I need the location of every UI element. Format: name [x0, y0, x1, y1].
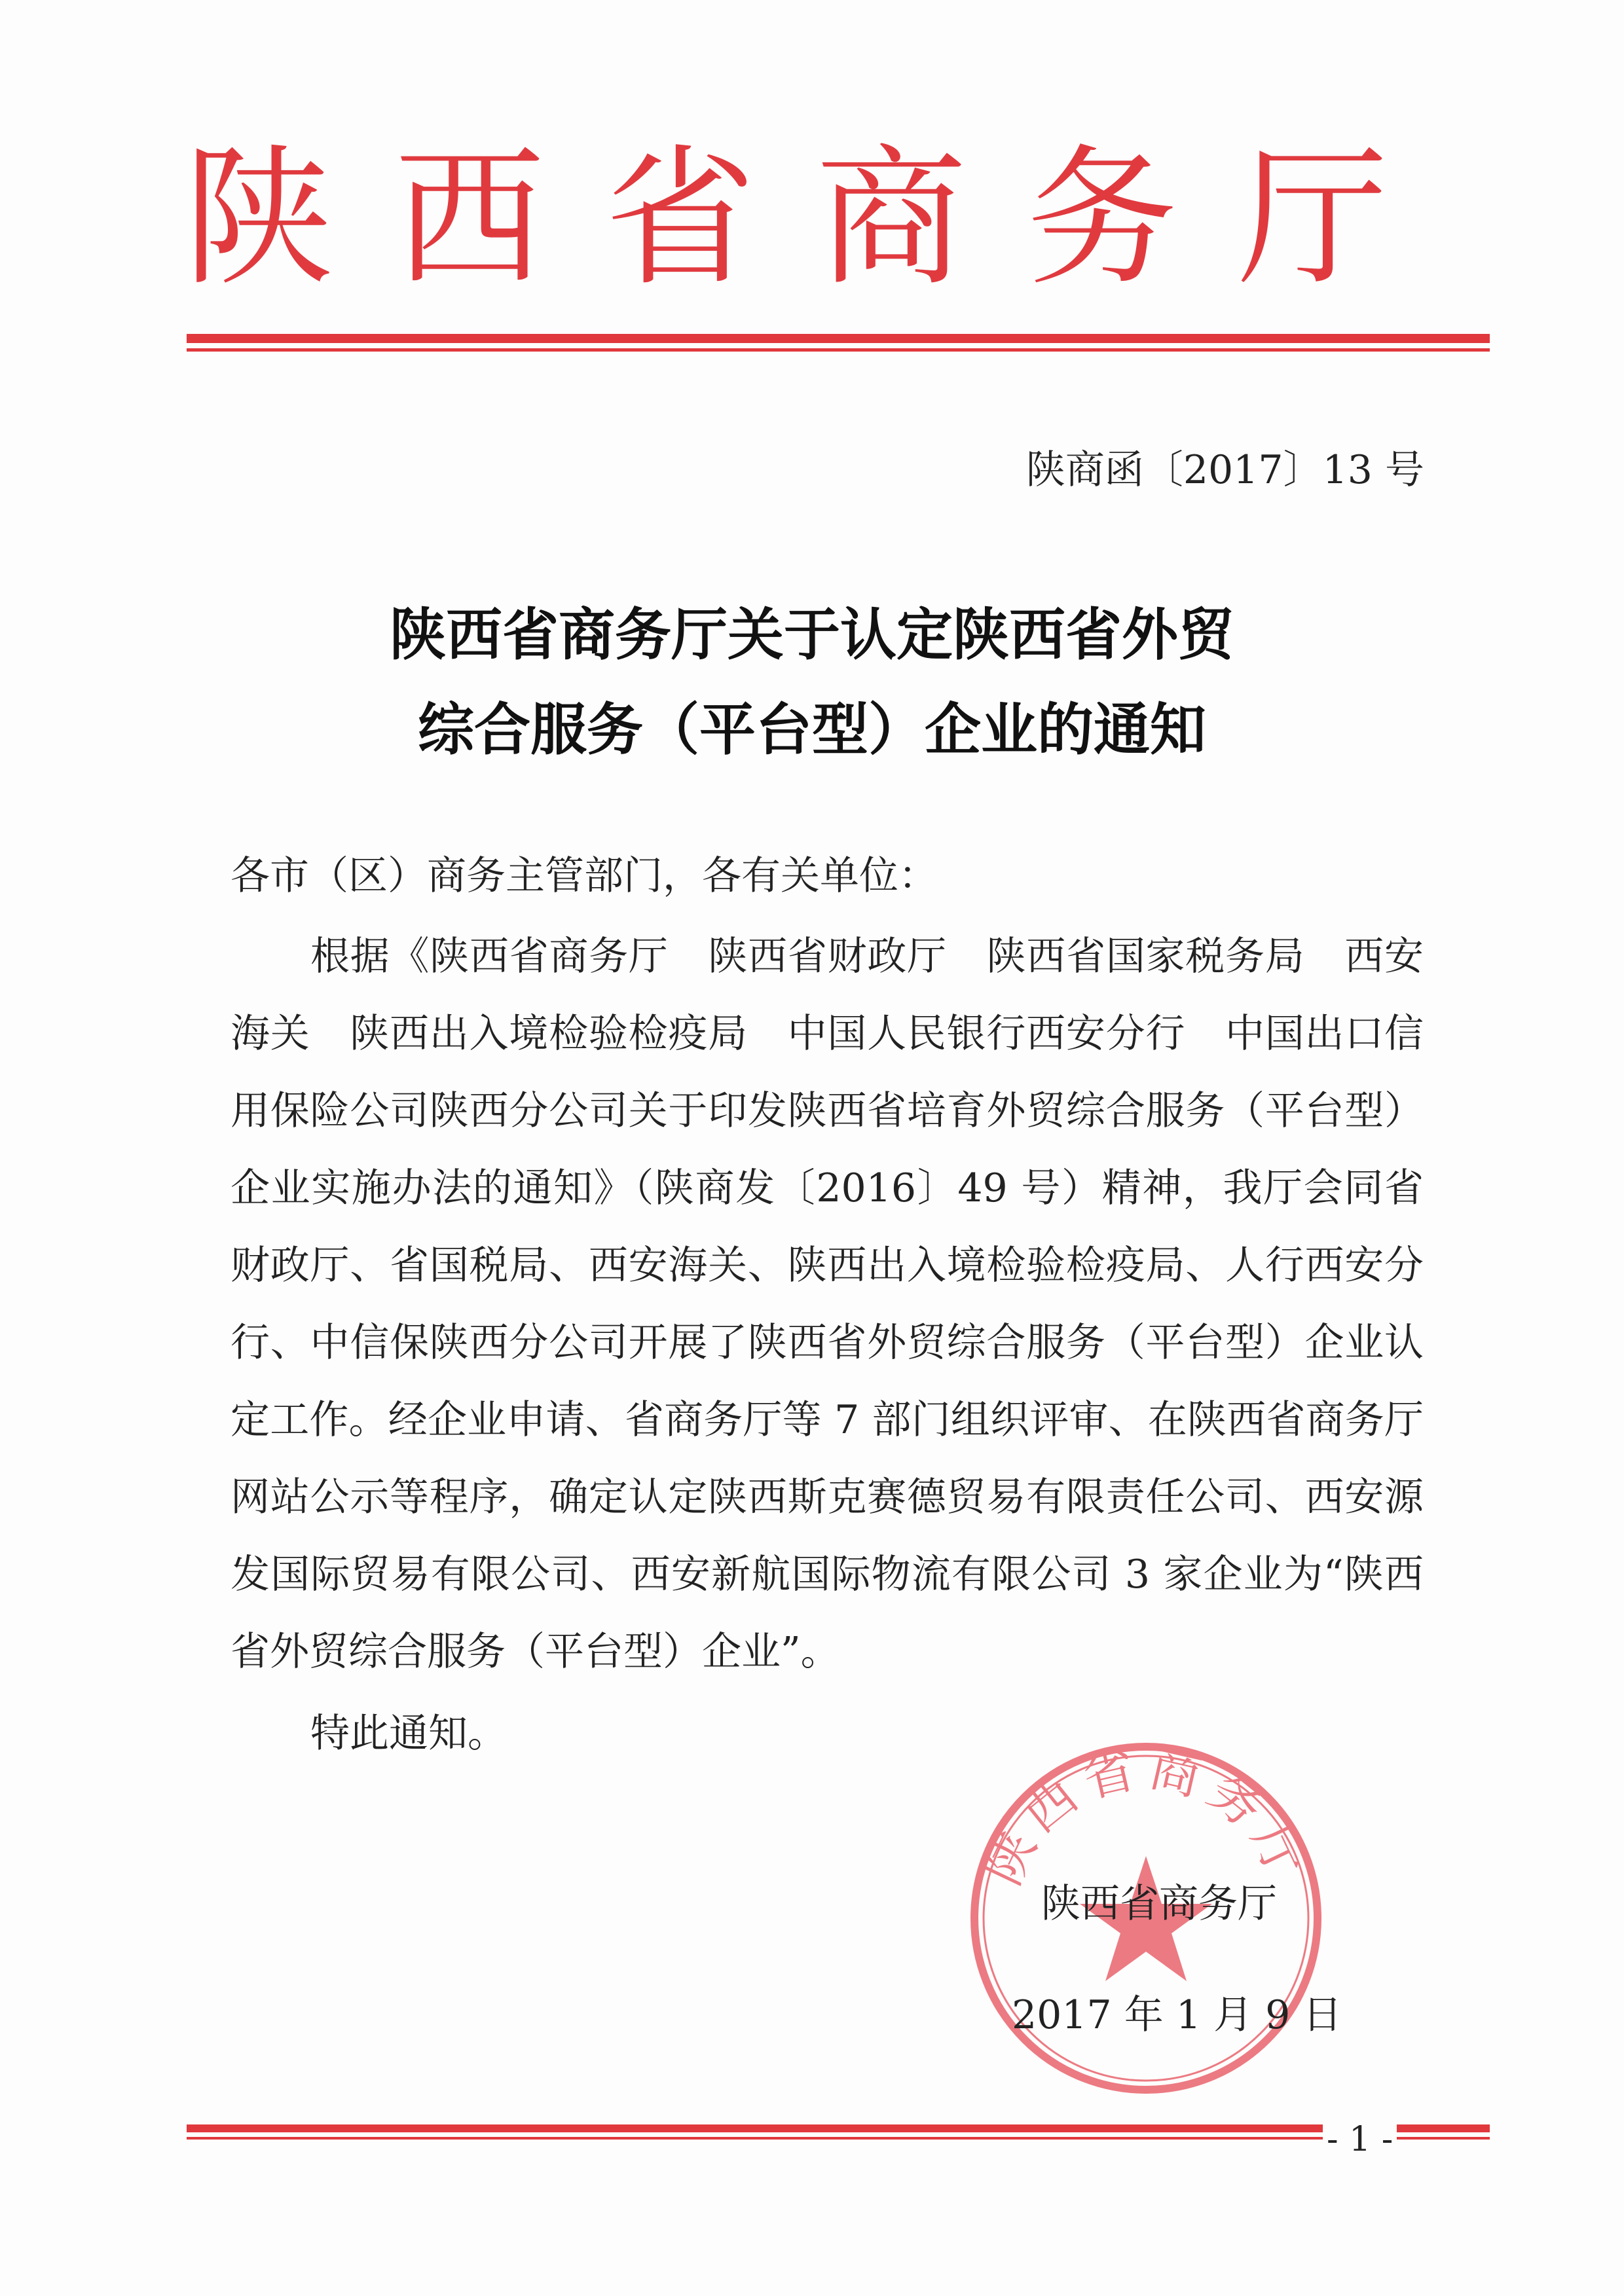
- addressee-line: 各市（区）商务主管部门，各有关单位：: [231, 853, 938, 899]
- body-paragraph: 根据《陕西省商务厅 陕西省财政厅 陕西省国家税务局 西安海关 陕西出入境检验检疫局 中国人民银行西安分行 中国出口信用保险公司陕西分公司关于印发陕西省培育外贸综合服务（平台型）企业实施办法的通知》（陕商发〔2016〕49 号）精神，我厅会同省财政厅、省国税局、西安海关、陕西出入境检验检疫局、人行西安分行、中信保陕西分公司开展了陕西省外贸综合服务（平台型）企业认定工作。经企业申请、省商务厅等 7 部门组织评审、在陕西省商务厅网站公示等程序，确定认定陕西斯克赛德贸易有限责任公司、西安源发国际贸易有限公司、西安新航国际物流有限公司 3 家企业为“陕西省外贸综合服务（平台型）企业”。: [231, 934, 1424, 1675]
- page-number: - 1 -: [1323, 2120, 1397, 2159]
- signature-org: 陕西省商务厅: [1041, 1881, 1277, 1927]
- seal-text: 陕西省商务厅: [973, 1738, 1319, 1894]
- header-red-rule-thin: [187, 348, 1490, 352]
- header-red-rule-thick: [187, 334, 1490, 343]
- signature-date: 2017 年 1 月 9 日: [1012, 1992, 1342, 2038]
- footer-red-rule-thin: [187, 2137, 1490, 2140]
- closing-line: 特此通知。: [310, 1711, 507, 1757]
- document-title-line-1: 陕西省商务厅关于认定陕西省外贸: [390, 602, 1234, 668]
- document-title-line-2: 综合服务（平台型）企业的通知: [418, 697, 1206, 763]
- agency-header-title: 陕西省商务厅: [183, 132, 1449, 306]
- footer-red-rule-thick: [187, 2124, 1490, 2132]
- document-number: 陕商函〔2017〕13 号: [1025, 447, 1424, 493]
